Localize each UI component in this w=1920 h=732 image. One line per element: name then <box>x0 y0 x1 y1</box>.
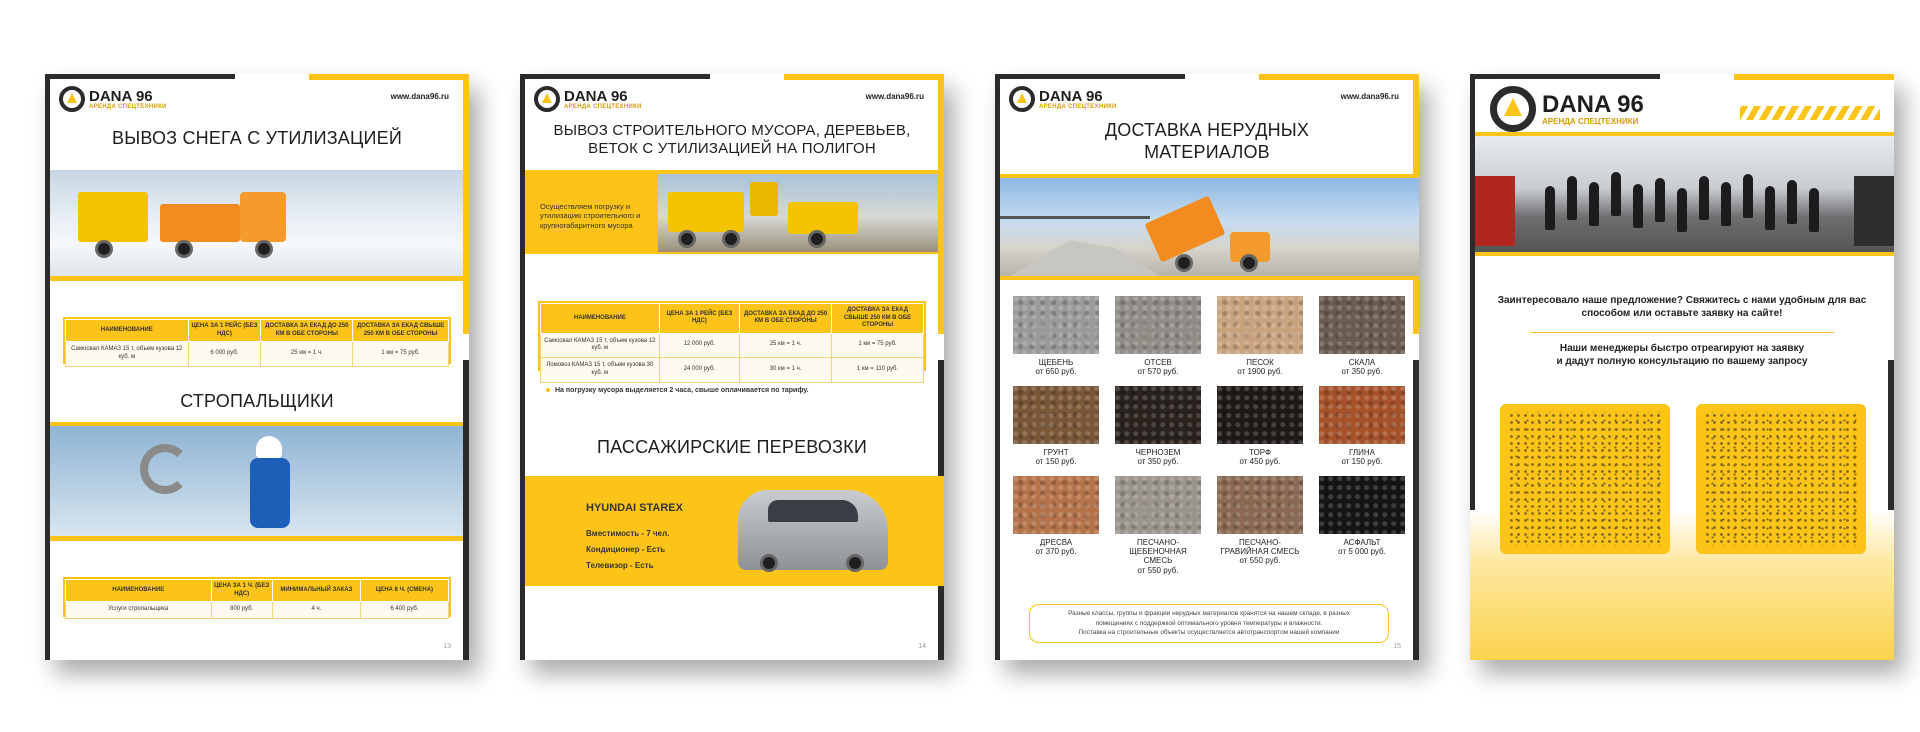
separator-line <box>1530 332 1834 333</box>
material-price: от 450 руб. <box>1239 457 1281 467</box>
table-cell: 1 км = 75 руб. <box>353 342 449 367</box>
brand-name: DANA 96 <box>1039 87 1103 105</box>
material-price: от 650 руб. <box>1035 367 1077 377</box>
material-name: ПЕСЧАНО-ЩЕБЕНОЧНАЯ СМЕСЬ <box>1129 538 1187 566</box>
logo-icon <box>59 86 85 112</box>
page-number: 13 <box>443 643 451 650</box>
table-cell: 30 км = 1 ч. <box>740 358 832 383</box>
table-cell: 6 400 руб. <box>360 602 448 619</box>
table-row <box>66 342 449 367</box>
table-header: ЦЕНА ЗА 1 РЕЙС (БЕЗ НДС) <box>659 304 739 334</box>
material-price: от 570 руб. <box>1137 367 1179 377</box>
table-cell: 12 000 руб. <box>659 333 739 358</box>
table-header: ЦЕНА ЗА 1 Ч. (БЕЗ НДС) <box>211 580 272 602</box>
material-name: ГЛИНА <box>1349 448 1375 457</box>
material-price: от 150 руб. <box>1035 457 1077 467</box>
material-item <box>1217 296 1303 376</box>
material-name: АСФАЛЬТ <box>1343 538 1381 547</box>
material-price: от 150 руб. <box>1341 457 1383 467</box>
material-swatch <box>1319 296 1405 354</box>
website-link[interactable]: www.dana96.ru <box>390 92 449 101</box>
material-swatch <box>1013 296 1099 354</box>
brochure-page-14 <box>520 74 944 660</box>
table-cell: Услуги стропальщика <box>66 602 212 619</box>
website-link[interactable]: www.dana96.ru <box>865 92 924 101</box>
photo-divider <box>50 276 463 281</box>
material-price: от 350 руб. <box>1137 457 1179 467</box>
rigger-price-table <box>65 579 449 619</box>
brand-name: DANA 96 <box>1542 90 1644 118</box>
table-cell: Самосвал КАМАЗ 15 т, объем кузова 12 куб. м <box>541 333 660 358</box>
team-photo <box>1475 136 1894 252</box>
van-ac: Кондиционер - Есть <box>586 545 666 554</box>
qr-pattern <box>1508 412 1662 546</box>
material-price: от 370 руб. <box>1035 547 1077 557</box>
page-corner-accent <box>1734 74 1894 80</box>
table-cell: 1 км = 110 руб. <box>832 358 924 383</box>
page-top-bar <box>1470 74 1660 79</box>
table-cell: 25 км = 1 ч. <box>740 333 832 358</box>
table-cell: Ломовоз КАМАЗ 15 т, объем кузова 30 куб. м <box>541 358 660 383</box>
contact-invite-line: Заинтересовало наше предложение? Свяжитесь с нами удобным для вас <box>1497 295 1867 306</box>
rigger-photo <box>50 426 463 536</box>
page-top-bar <box>520 74 710 79</box>
material-name: ОТСЕВ <box>1144 358 1172 367</box>
snow-removal-photo <box>50 170 463 276</box>
logo-icon <box>1490 86 1536 132</box>
hatch-stripes <box>1740 106 1880 120</box>
bullet-icon <box>546 388 550 392</box>
page-title-line2: МАТЕРИАЛОВ <box>1144 141 1270 162</box>
table-cell: 4 ч. <box>272 602 360 619</box>
material-item <box>1217 386 1303 466</box>
section-title: СТРОПАЛЬЩИКИ <box>180 391 334 411</box>
debris-price-table <box>540 303 924 383</box>
brochure-contact-page <box>1470 74 1894 660</box>
table-header: ДОСТАВКА ЗА ЕКАД ДО 250 КМ В ОБЕ СТОРОНЫ <box>740 304 832 334</box>
page-number: 14 <box>918 643 926 650</box>
material-swatch <box>1115 386 1201 444</box>
intro-text: Осуществляем погрузку и утилизацию строительного и крупногабаритного мусора <box>540 202 641 230</box>
material-item <box>1013 296 1099 376</box>
material-name: ЧЕРНОЗЕМ <box>1135 448 1181 457</box>
page-title-line1: ВЫВОЗ СТРОИТЕЛЬНОГО МУСОРА, ДЕРЕВЬЕВ, <box>553 122 911 139</box>
page-right-accent <box>463 74 469 334</box>
material-swatch <box>1217 476 1303 534</box>
material-item <box>1115 476 1201 575</box>
table-header: ДОСТАВКА ЗА ЕКАД ДО 250 КМ В ОБЕ СТОРОНЫ <box>261 320 353 342</box>
brand-subtitle: АРЕНДА СПЕЦТЕХНИКИ <box>89 103 167 110</box>
material-item <box>1319 386 1405 466</box>
managers-line: и дадут полную консультацию по вашему запросу <box>1556 356 1808 367</box>
table-row <box>66 602 449 619</box>
material-price: от 550 руб. <box>1239 556 1281 566</box>
material-item <box>1319 476 1405 556</box>
brand-logo <box>534 86 642 112</box>
material-swatch <box>1319 476 1405 534</box>
table-cell: 800 руб. <box>211 602 272 619</box>
material-item <box>1013 386 1099 466</box>
table-header: ЦЕНА 8 Ч. (СМЕНА) <box>360 580 448 602</box>
contact-invite-text <box>1470 294 1894 320</box>
table-header: ДОСТАВКА ЗА ЕКАД СВЫШЕ 250 КМ В ОБЕ СТОРОНЫ <box>353 320 449 342</box>
website-link[interactable]: www.dana96.ru <box>1340 92 1399 101</box>
page-corner-accent <box>309 74 469 80</box>
storage-info-line: помещениях с поддержкой оптимального уровня температуры и влажности. <box>1095 619 1323 627</box>
page-title: ВЫВОЗ СНЕГА С УТИЛИЗАЦИЕЙ <box>112 128 402 148</box>
material-swatch <box>1217 386 1303 444</box>
material-swatch <box>1013 476 1099 534</box>
loading-note-text: На погрузку мусора выделяется 2 часа, свыше оплачивается по тарифу. <box>555 387 809 394</box>
brochure-page-15 <box>995 74 1419 660</box>
managers-text <box>1470 342 1894 368</box>
table-cell: 6 000 руб. <box>188 342 261 367</box>
storage-info-line: Разные классы, группы и фракции нерудных материалов хранятся на нашем складе, в разных <box>1068 610 1350 617</box>
material-name: ЩЕБЕНЬ <box>1038 358 1074 367</box>
qr-code-right[interactable] <box>1696 404 1866 554</box>
material-swatch <box>1013 386 1099 444</box>
material-price: от 350 руб. <box>1341 367 1383 377</box>
table-row <box>541 333 924 358</box>
brand-logo-large <box>1490 86 1644 132</box>
material-item <box>1013 476 1099 556</box>
van-tv: Телевизор - Есть <box>586 561 654 570</box>
debris-trucks-photo <box>658 174 938 252</box>
section-title: ПАССАЖИРСКИЕ ПЕРЕВОЗКИ <box>596 437 867 457</box>
material-item <box>1115 386 1201 466</box>
page-title <box>520 122 944 158</box>
page-number: 15 <box>1393 643 1401 650</box>
table-header: НАИМЕНОВАНИЕ <box>66 580 212 602</box>
table-header: МИНИМАЛЬНЫЙ ЗАКАЗ <box>272 580 360 602</box>
loading-note <box>546 387 809 394</box>
material-item <box>1217 476 1303 565</box>
material-name: СКАЛА <box>1348 358 1376 367</box>
brand-logo <box>1009 86 1117 112</box>
photo-divider <box>50 536 463 541</box>
table-header: НАИМЕНОВАНИЕ <box>541 304 660 334</box>
brochure-page-13 <box>45 74 469 660</box>
material-price: от 550 руб. <box>1137 565 1179 575</box>
material-name: ТОРФ <box>1248 448 1272 457</box>
brand-subtitle: АРЕНДА СПЕЦТЕХНИКИ <box>564 103 642 110</box>
qr-pattern <box>1704 412 1858 546</box>
van-name: HYUNDAI STAREX <box>586 502 683 514</box>
photo-divider <box>1475 252 1894 256</box>
page-top-bar <box>995 74 1185 79</box>
material-name: ПЕСОК <box>1246 358 1274 367</box>
table-cell: 25 км = 1 ч. <box>261 342 353 367</box>
brand-name: DANA 96 <box>89 87 153 105</box>
qr-code-left[interactable] <box>1500 404 1670 554</box>
material-item <box>1319 296 1405 376</box>
material-swatch <box>1115 296 1201 354</box>
page-top-bar <box>45 74 235 79</box>
page-left-bar <box>45 74 50 660</box>
van-capacity: Вместимость - 7 чел. <box>586 529 670 538</box>
page-title-line1: ДОСТАВКА НЕРУДНЫХ <box>1104 120 1310 140</box>
material-swatch <box>1115 476 1201 534</box>
storage-info-box <box>1029 604 1389 643</box>
contact-invite-line: способом или оставьте заявку на сайте! <box>1581 308 1783 319</box>
brand-name: DANA 96 <box>564 87 628 105</box>
van-photo <box>738 490 888 570</box>
brand-subtitle: АРЕНДА СПЕЦТЕХНИКИ <box>1039 103 1117 110</box>
brand-subtitle: АРЕНДА СПЕЦТЕХНИКИ <box>1542 116 1639 126</box>
storage-info-line: Поставка на строительные объекты осуществляется автотранспортом нашей компании <box>1078 629 1340 637</box>
snow-price-table <box>65 319 449 367</box>
table-cell: 24 000 руб. <box>659 358 739 383</box>
page-corner-accent <box>1259 74 1419 80</box>
table-header: НАИМЕНОВАНИЕ <box>66 320 189 342</box>
table-cell: Самосвал КАМАЗ 15 т, объем кузова 12 куб. м <box>66 342 189 367</box>
material-item <box>1115 296 1201 376</box>
table-header: ЦЕНА ЗА 1 РЕЙС (БЕЗ НДС) <box>188 320 261 342</box>
material-price: от 5 000 руб. <box>1338 547 1386 557</box>
brand-logo <box>59 86 167 112</box>
table-header: ДОСТАВКА ЗА ЕКАД СВЫШЕ 250 КМ В ОБЕ СТОРОНЫ <box>832 304 924 334</box>
material-swatch <box>1217 296 1303 354</box>
material-price: от 1900 руб. <box>1237 367 1283 377</box>
material-name: ГРУНТ <box>1043 448 1069 457</box>
table-cell: 1 км = 75 руб. <box>832 333 924 358</box>
gravel-delivery-photo <box>1000 178 1419 276</box>
managers-line: Наши менеджеры быстро отреагируют на заявку <box>1559 343 1805 354</box>
page-title-line2: ВЕТОК С УТИЛИЗАЦИЕЙ НА ПОЛИГОН <box>588 140 876 157</box>
page-right-bar <box>1413 360 1419 660</box>
page-title <box>995 120 1419 163</box>
logo-icon <box>534 86 560 112</box>
table-row <box>541 358 924 383</box>
logo-icon <box>1009 86 1035 112</box>
material-name: ПЕСЧАНО-ГРАВИЙНАЯ СМЕСЬ <box>1220 538 1300 557</box>
material-name: ДРЕСВА <box>1039 538 1073 547</box>
material-swatch <box>1319 386 1405 444</box>
page-corner-accent <box>784 74 944 80</box>
photo-divider <box>1000 276 1419 280</box>
